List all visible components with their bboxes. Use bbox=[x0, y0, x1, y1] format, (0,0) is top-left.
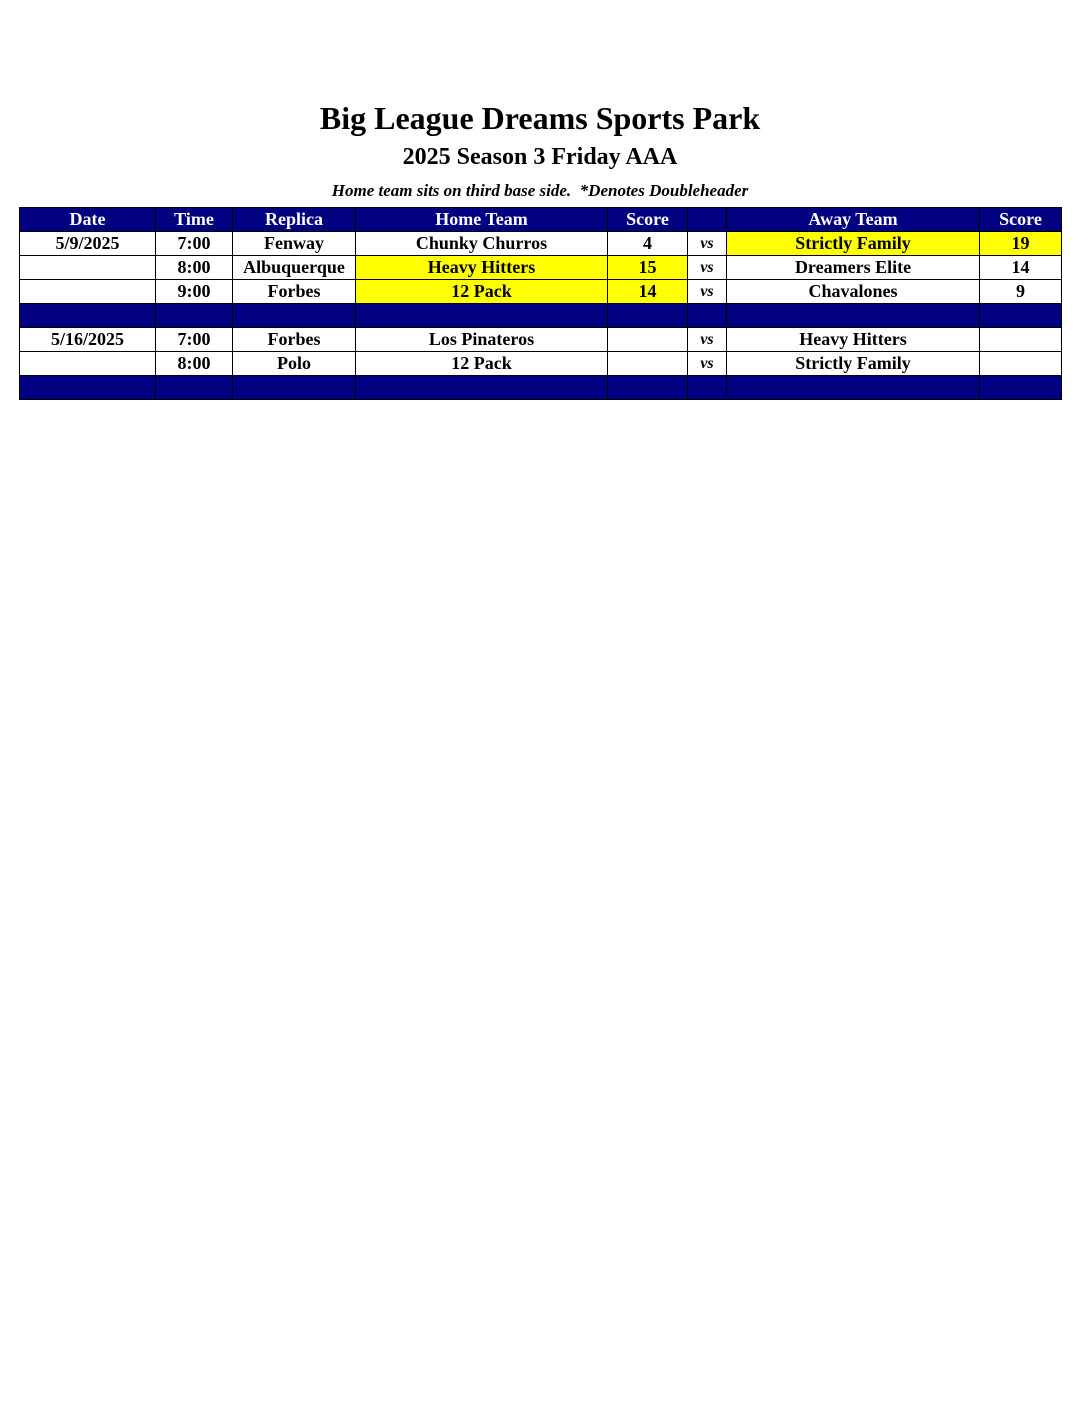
col-header-away-score: Score bbox=[980, 208, 1062, 232]
game-date: 5/16/2025 bbox=[20, 328, 156, 352]
page-title: Big League Dreams Sports Park bbox=[319, 100, 761, 136]
col-header-away-team: Away Team bbox=[727, 208, 980, 232]
page-subtitle: 2025 Season 3 Friday AAA bbox=[402, 144, 678, 170]
game-row bbox=[20, 352, 1062, 376]
away-score bbox=[980, 352, 1062, 376]
away-team: Heavy Hitters bbox=[727, 328, 980, 352]
col-header-home-team: Home Team bbox=[356, 208, 608, 232]
game-replica: Polo bbox=[233, 352, 356, 376]
header-row bbox=[20, 208, 1062, 232]
game-row bbox=[20, 256, 1062, 280]
col-header-vs bbox=[688, 208, 727, 232]
game-time: 9:00 bbox=[156, 280, 233, 304]
home-score: 4 bbox=[608, 232, 688, 256]
game-date bbox=[20, 352, 156, 376]
game-date: 5/9/2025 bbox=[20, 232, 156, 256]
col-header-date: Date bbox=[20, 208, 156, 232]
home-team: 12 Pack bbox=[356, 280, 608, 304]
game-replica: Albuquerque bbox=[233, 256, 356, 280]
home-score bbox=[608, 328, 688, 352]
away-team: Strictly Family bbox=[727, 232, 980, 256]
game-row bbox=[20, 328, 1062, 352]
away-team: Chavalones bbox=[727, 280, 980, 304]
game-replica: Forbes bbox=[233, 280, 356, 304]
home-score: 15 bbox=[608, 256, 688, 280]
vs-label: vs bbox=[688, 256, 727, 280]
col-header-replica: Replica bbox=[233, 208, 356, 232]
game-time: 8:00 bbox=[156, 352, 233, 376]
away-team: Strictly Family bbox=[727, 352, 980, 376]
home-team: Los Pinateros bbox=[356, 328, 608, 352]
game-date bbox=[20, 280, 156, 304]
vs-label: vs bbox=[688, 280, 727, 304]
home-team: 12 Pack bbox=[356, 352, 608, 376]
game-replica: Forbes bbox=[233, 328, 356, 352]
game-date bbox=[20, 256, 156, 280]
away-score: 9 bbox=[980, 280, 1062, 304]
game-time: 8:00 bbox=[156, 256, 233, 280]
home-team: Heavy Hitters bbox=[356, 256, 608, 280]
game-time: 7:00 bbox=[156, 232, 233, 256]
vs-label: vs bbox=[688, 232, 727, 256]
col-header-time: Time bbox=[156, 208, 233, 232]
spacer-row bbox=[20, 304, 1062, 328]
away-score: 19 bbox=[980, 232, 1062, 256]
home-score: 14 bbox=[608, 280, 688, 304]
col-header-home-score: Score bbox=[608, 208, 688, 232]
vs-label: vs bbox=[688, 328, 727, 352]
vs-label: vs bbox=[688, 352, 727, 376]
home-team: Chunky Churros bbox=[356, 232, 608, 256]
away-team: Dreamers Elite bbox=[727, 256, 980, 280]
game-time: 7:00 bbox=[156, 328, 233, 352]
away-score bbox=[980, 328, 1062, 352]
away-score: 14 bbox=[980, 256, 1062, 280]
game-replica: Fenway bbox=[233, 232, 356, 256]
game-row bbox=[20, 280, 1062, 304]
spacer-row bbox=[20, 376, 1062, 400]
schedule-note: Home team sits on third base side. *Denotes Doubleheader bbox=[331, 181, 749, 200]
game-row bbox=[20, 232, 1062, 256]
schedule-table bbox=[19, 207, 1062, 400]
home-score bbox=[608, 352, 688, 376]
